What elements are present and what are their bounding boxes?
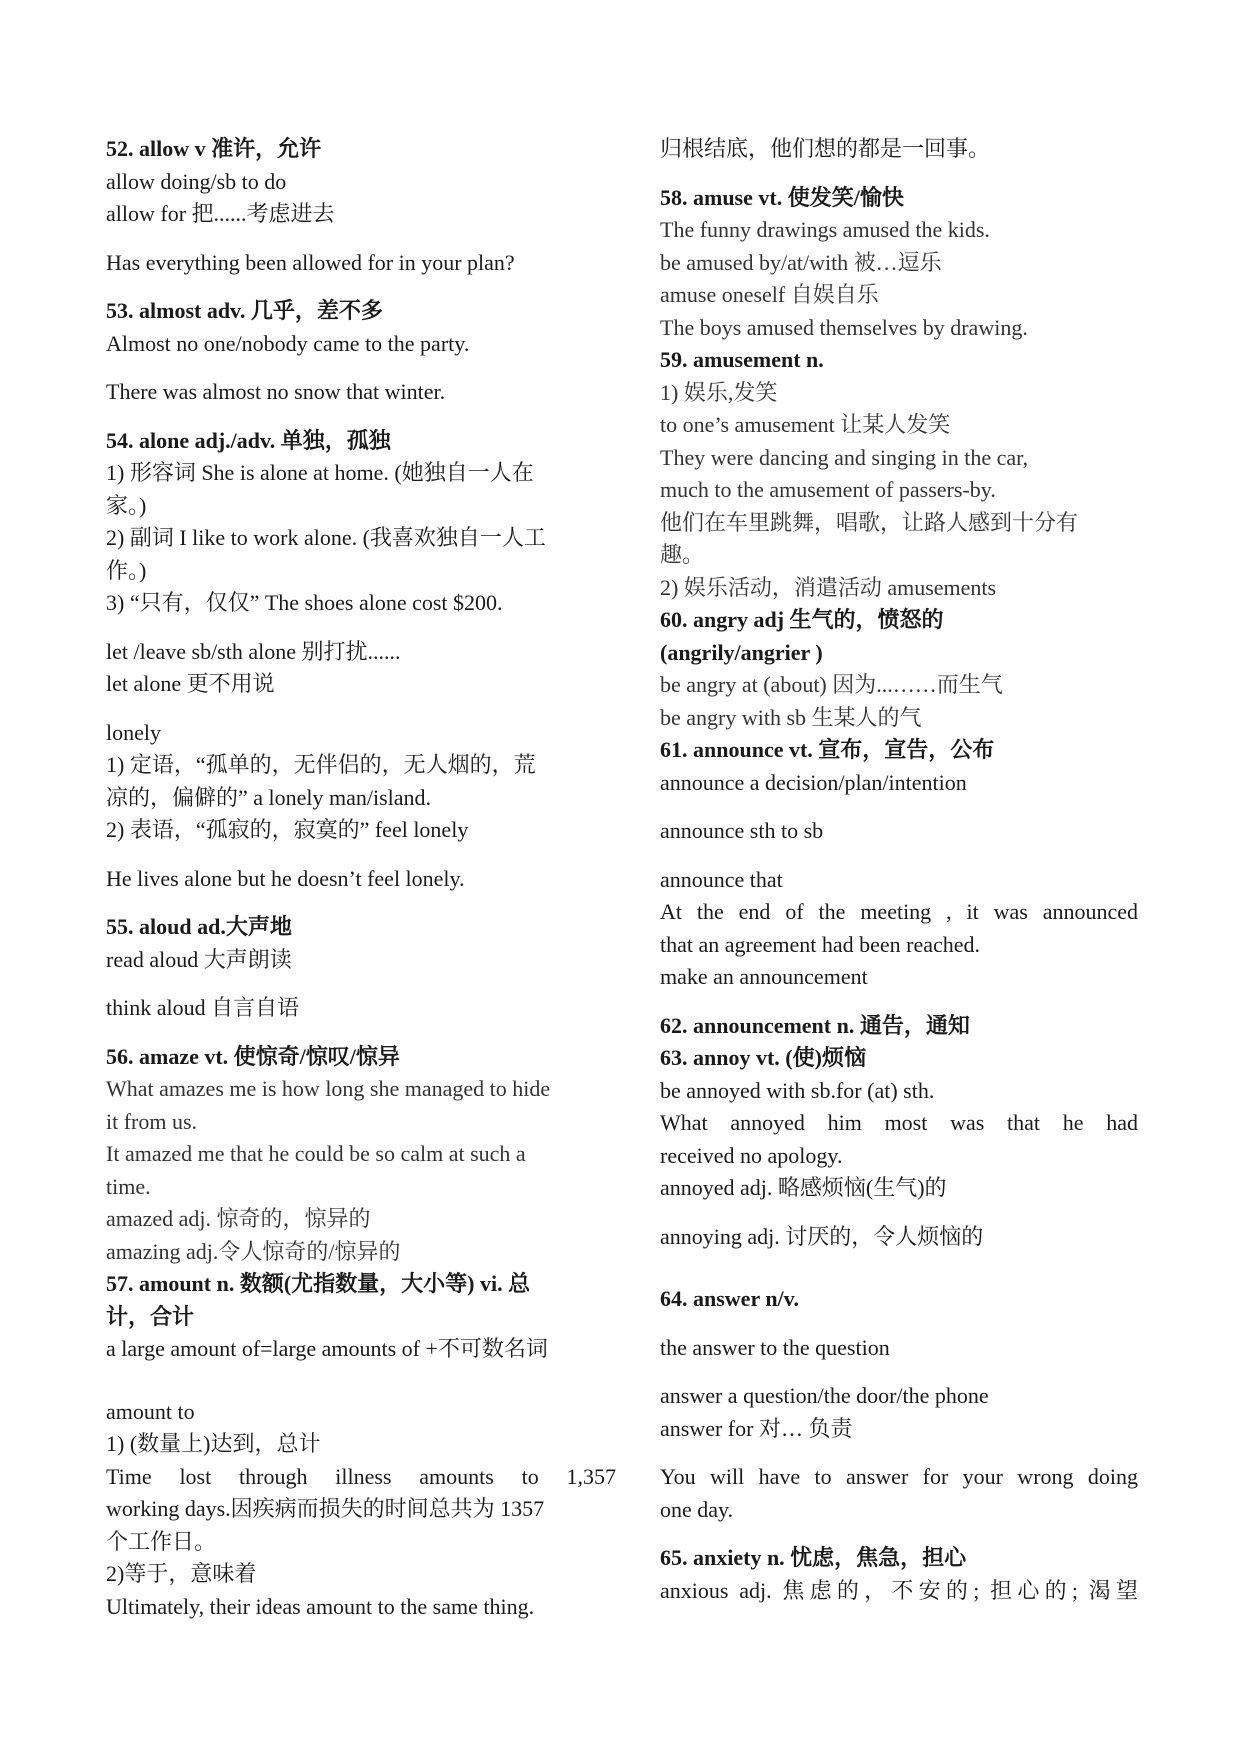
- entry-line: allow for 把......考虑进去: [106, 201, 335, 226]
- right-column: [660, 133, 1138, 1607]
- entry-line: let alone 更不用说: [106, 671, 275, 696]
- entry-line: 作。): [106, 557, 147, 583]
- entry-line: He lives alone but he doesn’t feel lonely.: [106, 865, 465, 891]
- entry-line: What amazes me is how long she managed to hide: [106, 1076, 551, 1101]
- entry-line: much to the amusement of passers-by.: [660, 477, 996, 502]
- entry-line: 2) 副词 I like to work alone. (我喜欢独自一人工: [106, 525, 546, 550]
- entry-line: 凉的，偏僻的” a lonely man/island.: [106, 784, 432, 810]
- entry-line: annoying adj. 讨厌的，令人烦恼的: [660, 1223, 984, 1249]
- entry-line: amazing adj.令人惊奇的/惊异的: [106, 1238, 401, 1264]
- entry-line: think aloud 自言自语: [106, 995, 300, 1020]
- entry-heading: 52. allow v 准许，允许: [106, 136, 322, 161]
- entry-line: The boys amused themselves by drawing.: [660, 314, 1028, 340]
- entry-line: 家。): [106, 492, 147, 518]
- entry-line: a large amount of=large amounts of +不可数名词: [106, 1336, 548, 1361]
- entry-heading: 63. annoy vt. (使)烦恼: [660, 1045, 866, 1070]
- entry-line: Ultimately, their ideas amount to the same thing.: [106, 1593, 535, 1619]
- entry-line: 3) “只有，仅仅” The shoes alone cost $200.: [106, 590, 503, 615]
- entry-line: answer a question/the door/the phone: [660, 1383, 989, 1408]
- entry-line: be angry with sb 生某人的气: [660, 704, 922, 730]
- entry-heading: 62. announcement n. 通告，通知: [660, 1012, 970, 1038]
- entry-line: be amused by/at/with 被…逗乐: [660, 249, 942, 275]
- entry-line: Almost no one/nobody came to the party.: [106, 330, 470, 356]
- entry-line: The funny drawings amused the kids.: [660, 217, 990, 242]
- entry-line: 1) (数量上)达到，总计: [106, 1431, 321, 1456]
- entry-line: working days.因疾病而损失的时间总共为 1357: [106, 1496, 545, 1521]
- entry-heading: 61. announce vt. 宣布，宣告，公布: [660, 737, 995, 762]
- entry-line: announce a decision/plan/intention: [660, 769, 967, 795]
- entry-heading: 65. anxiety n. 忧虑，焦急，担心: [660, 1545, 967, 1570]
- entry-line: 2) 娱乐活动，消遣活动 amusements: [660, 574, 997, 600]
- entry-line: allow doing/sb to do: [106, 168, 287, 194]
- entry-heading: 64. answer n/v.: [660, 1286, 799, 1311]
- entry-line: amuse oneself 自娱自乐: [660, 282, 879, 307]
- entry-line: There was almost no snow that winter.: [106, 379, 446, 404]
- entry-line: 1) 娱乐,发笑: [660, 379, 778, 405]
- entry-heading: 60. angry adj 生气的，愤怒的: [660, 607, 944, 632]
- entry-line: annoyed adj. 略感烦恼(生气)的: [660, 1175, 947, 1200]
- entry-line: lonely: [106, 719, 161, 745]
- entry-line: amount to: [106, 1398, 195, 1424]
- entry-line: 2)等于，意味着: [106, 1561, 257, 1586]
- entry-heading: 56. amaze vt. 使惊奇/惊叹/惊异: [106, 1043, 400, 1069]
- left-column: [106, 133, 616, 1623]
- entry-line: the answer to the question: [660, 1334, 890, 1360]
- entry-line: amazed adj. 惊奇的，惊异的: [106, 1206, 371, 1231]
- entry-heading: 计，合计: [106, 1303, 195, 1329]
- entry-line: one day.: [660, 1496, 734, 1522]
- entry-line: At the end of the meeting , it was announced: [660, 899, 1138, 924]
- entry-line: You will have to answer for your wrong doing: [660, 1464, 1138, 1489]
- entry-heading: 54. alone adj./adv. 单独，孤独: [106, 427, 391, 453]
- entry-line: They were dancing and singing in the car,: [660, 444, 1029, 470]
- entry-heading: (angrily/angrier ): [660, 639, 823, 665]
- entry-line: make an announcement: [660, 964, 868, 989]
- entry-line: read aloud 大声朗读: [106, 946, 292, 972]
- entry-line: 1) 形容词 She is alone at home. (她独自一人在: [106, 460, 534, 485]
- entry-line: 2) 表语，“孤寂的，寂寞的” feel lonely: [106, 817, 469, 842]
- entry-line: announce that: [660, 866, 783, 892]
- entry-heading: 57. amount n. 数额(尤指数量，大小等) vi. 总: [106, 1271, 531, 1296]
- entry-line: 归根结底，他们想的都是一回事。: [660, 136, 991, 161]
- entry-line: 他们在车里跳舞，唱歌，让路人感到十分有: [660, 509, 1079, 535]
- entry-line: anxious adj. 焦虑的，不安的; 担心的; 渴望: [660, 1577, 1138, 1603]
- entry-line: announce sth to sb: [660, 818, 824, 843]
- entry-heading: 58. amuse vt. 使发笑/愉快: [660, 184, 904, 210]
- entry-line: to one’s amusement 让某人发笑: [660, 412, 951, 437]
- entry-line: 1) 定语，“孤单的，无伴侣的，无人烟的，荒: [106, 752, 536, 777]
- entry-heading: 55. aloud ad.大声地: [106, 914, 292, 939]
- entry-line: It amazed me that he could be so calm at such a: [106, 1141, 526, 1166]
- entry-line: let /leave sb/sth alone 别打扰......: [106, 638, 401, 664]
- entry-line: answer for 对… 负责: [660, 1415, 853, 1441]
- entry-line: 趣。: [660, 542, 705, 567]
- entry-heading: 59. amusement n.: [660, 347, 824, 372]
- entry-line: 个工作日。: [106, 1528, 217, 1554]
- entry-line: Has everything been allowed for in your plan?: [106, 249, 515, 275]
- entry-line: received no apology.: [660, 1142, 843, 1168]
- entry-heading: 53. almost adv. 几乎，差不多: [106, 298, 383, 323]
- entry-line: time.: [106, 1173, 151, 1199]
- entry-line: it from us.: [106, 1108, 198, 1134]
- entry-line: Time lost through illness amounts to 1,357: [106, 1463, 616, 1489]
- entry-line: that an agreement had been reached.: [660, 931, 981, 957]
- entry-line: What annoyed him most was that he had: [660, 1110, 1138, 1135]
- entry-line: be angry at (about) 因为...……而生气: [660, 672, 1003, 697]
- entry-line: be annoyed with sb.for (at) sth.: [660, 1077, 935, 1103]
